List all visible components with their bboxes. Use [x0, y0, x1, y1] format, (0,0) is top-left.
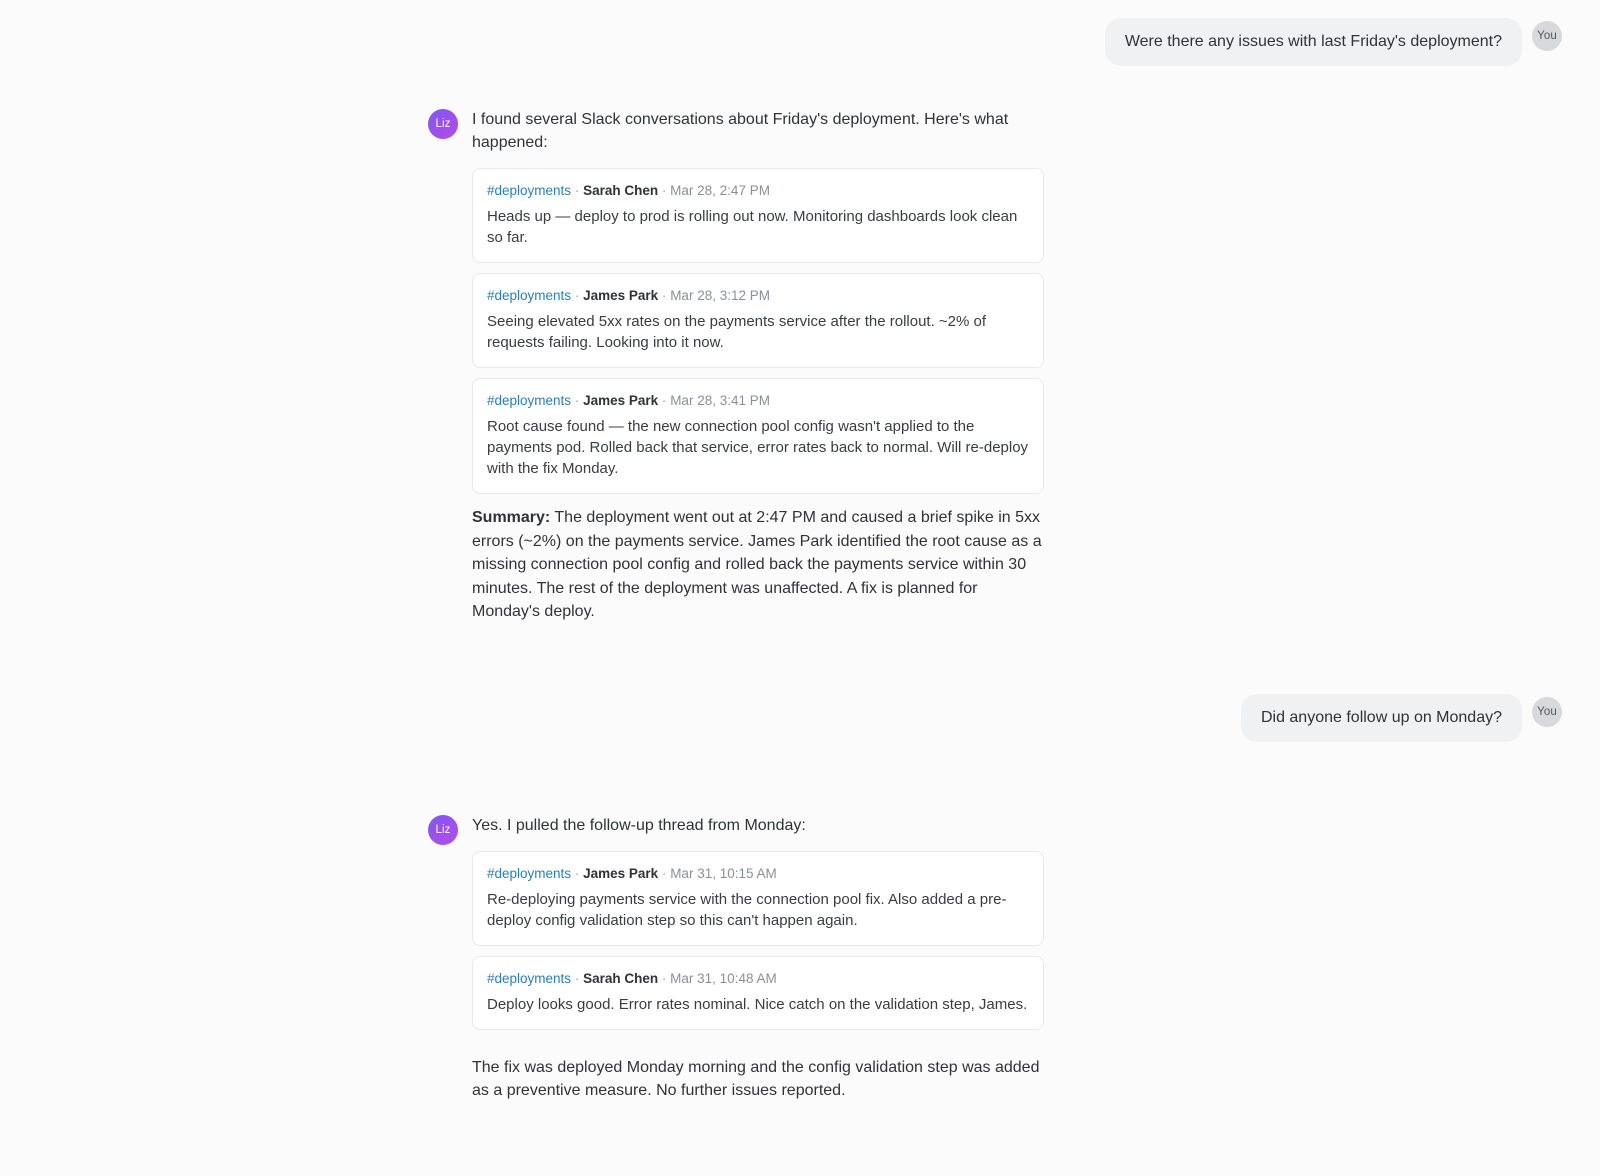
meta-separator: · [661, 970, 667, 986]
slack-message-author: James Park [583, 288, 659, 303]
slack-message-meta [487, 287, 1029, 305]
summary-text: The deployment went out at 2:47 PM and caused a brief spike in 5xx errors (~2%) on the payments service. James Park identified the root cause as a missing connection pool config and rolled back the payments service within 30 minutes. The rest of the deployment was unaffected. A fix is planned for Monday's deploy. [472, 509, 1042, 620]
avatar-liz: Liz [428, 815, 458, 845]
slack-message-timestamp: Mar 28, 3:41 PM [670, 393, 770, 408]
meta-separator: · [574, 183, 580, 198]
slack-message-timestamp: Mar 28, 2:47 PM [670, 183, 770, 198]
slack-message-author: James Park [583, 865, 659, 881]
spacer [0, 628, 1600, 694]
user-message-row [1105, 18, 1562, 66]
slack-channel-link[interactable]: #deployments [487, 865, 572, 881]
slack-message-card[interactable] [472, 378, 1044, 494]
slack-message-card[interactable] [472, 168, 1044, 263]
slack-message-meta [487, 182, 1029, 200]
avatar-you: You [1532, 21, 1562, 51]
meta-separator: · [661, 288, 667, 303]
slack-message-text: Re-deploying payments service with the connection pool fix. Also added a pre-deploy config validation step so this can't happen again. [487, 890, 1007, 929]
slack-message-meta [487, 970, 1029, 988]
slack-message-timestamp: Mar 31, 10:15 AM [670, 865, 777, 881]
assistant-message-body [472, 812, 1044, 1102]
spacer [0, 1106, 1600, 1146]
slack-message-timestamp: Mar 28, 3:12 PM [670, 288, 770, 303]
slack-message-text: Seeing elevated 5xx rates on the payments service after the rollout. ~2% of requests failing. Looking into it now. [487, 313, 987, 351]
assistant-message-row [428, 812, 1044, 1102]
slack-message-text: Heads up — deploy to prod is rolling out now. Monitoring dashboards look clean so far. [487, 208, 1018, 246]
slack-message-card[interactable] [472, 956, 1044, 1030]
slack-message-text: Root cause found — the new connection pool config wasn't applied to the payments pod. Rolled back that service, error rates back to normal. Will re-deploy with the fix Monday. [487, 418, 1029, 477]
assistant-message-body [472, 106, 1044, 624]
chat-turn-user [0, 18, 1600, 66]
slack-channel-link[interactable]: #deployments [487, 288, 572, 303]
spacer [0, 70, 1600, 106]
meta-separator: · [574, 288, 580, 303]
chat-turn-user [0, 694, 1600, 742]
meta-separator: · [661, 183, 667, 198]
user-message-row [1241, 694, 1562, 742]
assistant-intro-text: Yes. I pulled the follow-up thread from Monday: [472, 816, 806, 834]
slack-message-author: Sarah Chen [583, 970, 659, 986]
spacer [0, 746, 1600, 812]
slack-channel-link[interactable]: #deployments [487, 393, 572, 408]
chat-turn-assistant [0, 106, 1600, 624]
avatar-liz: Liz [428, 109, 458, 139]
user-message-bubble: Were there any issues with last Friday's deployment? [1105, 18, 1522, 66]
slack-message-timestamp: Mar 31, 10:48 AM [670, 970, 777, 986]
meta-separator: · [574, 393, 580, 408]
chat-turn-assistant [0, 812, 1600, 1102]
assistant-closing-text: The fix was deployed Monday morning and the config validation step was added as a preventive measure. No further issues reported. [472, 1058, 1040, 1099]
avatar-you: You [1532, 697, 1562, 727]
user-message-bubble: Did anyone follow up on Monday? [1241, 694, 1522, 742]
meta-separator: · [574, 865, 580, 881]
slack-message-meta [487, 392, 1029, 410]
slack-message-text: Deploy looks good. Error rates nominal. Nice catch on the validation step, James. [487, 995, 1028, 1013]
meta-separator: · [661, 393, 667, 408]
assistant-message-row [428, 106, 1044, 624]
slack-message-author: James Park [583, 393, 659, 408]
assistant-intro-text: I found several Slack conversations about Friday's deployment. Here's what happened: [472, 111, 1009, 151]
slack-message-card[interactable] [472, 273, 1044, 368]
slack-channel-link[interactable]: #deployments [487, 183, 572, 198]
summary-label: Summary: [472, 509, 551, 526]
slack-channel-link[interactable]: #deployments [487, 970, 572, 986]
slack-message-card[interactable] [472, 851, 1044, 946]
slack-message-meta [487, 865, 1029, 883]
meta-separator: · [574, 970, 580, 986]
slack-message-author: Sarah Chen [583, 183, 659, 198]
assistant-summary [472, 506, 1044, 624]
meta-separator: · [661, 865, 667, 881]
spacer [472, 1040, 1044, 1054]
